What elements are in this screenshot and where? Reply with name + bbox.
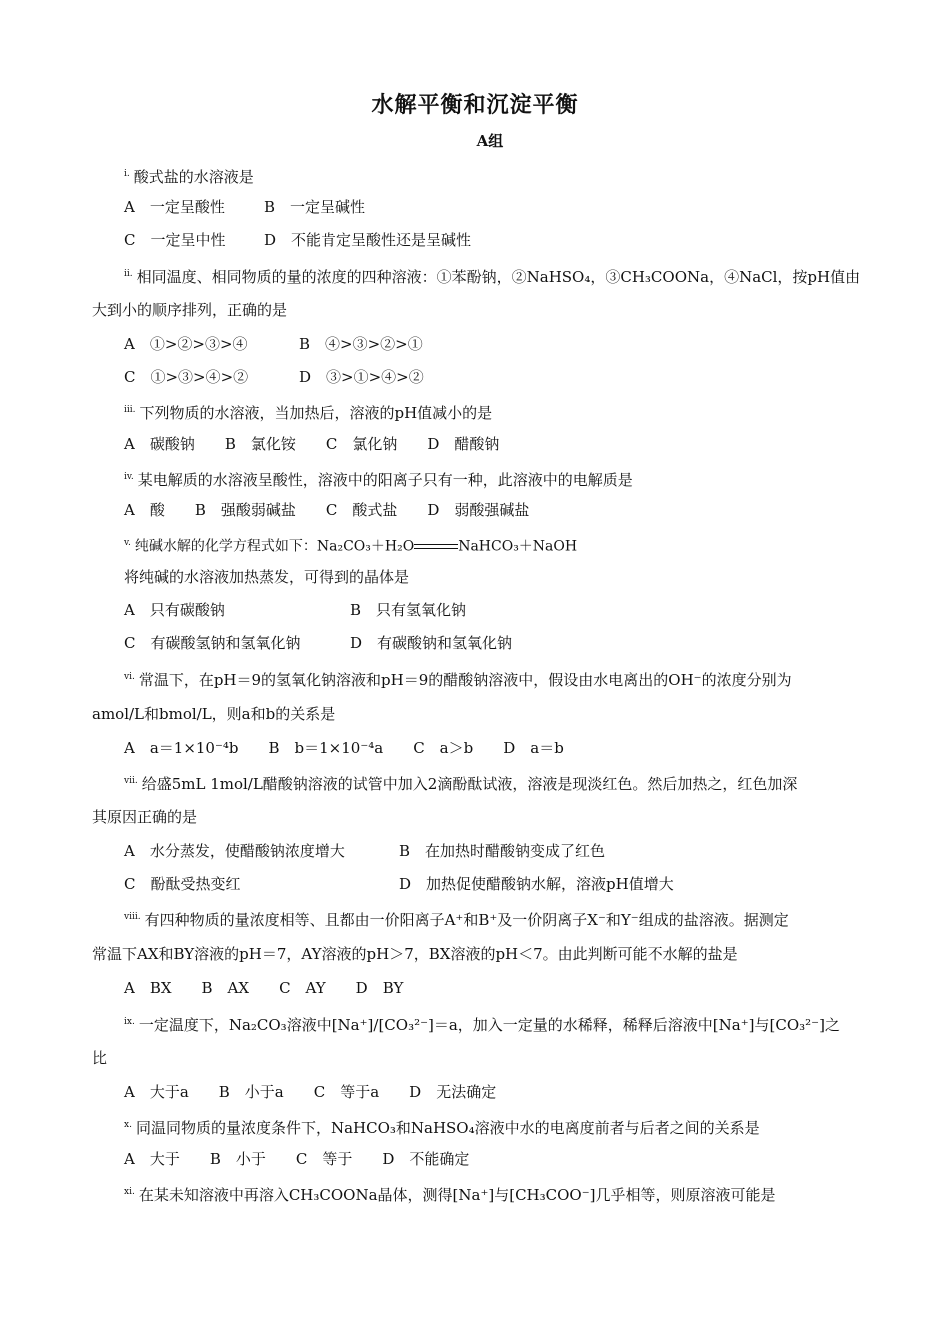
question-number: iii. — [124, 405, 136, 415]
option-c: C 一定呈中性 — [124, 231, 226, 249]
option-b: B ④>③>②>① — [299, 335, 423, 353]
option-b: B 在加热时醋酸钠变成了红色 — [399, 842, 606, 860]
question-5-options-row-1 — [124, 600, 466, 620]
option-c: C 酚酞受热变红 — [124, 875, 241, 893]
option-b: B 只有氢氧化钠 — [350, 601, 467, 619]
question-number: ix. — [124, 1017, 135, 1027]
option-d: D 有碳酸钠和氢氧化钠 — [350, 634, 513, 652]
question-5-options-row-2 — [124, 633, 512, 653]
question-number: iv. — [124, 472, 134, 482]
option-c: C 有碳酸氢钠和氢氧化钠 — [124, 634, 301, 652]
question-10-options: A 大于 B 小于 C 等于 D 不能确定 — [124, 1150, 470, 1168]
question-2 — [124, 264, 860, 287]
equilibrium-arrow-icon — [414, 542, 458, 552]
question-number: vi. — [124, 672, 135, 682]
question-stem: 给盛5mL 1mol/L醋酸钠溶液的试管中加入2滴酚酞试液，溶液是现淡红色。然后加热之，红色加深 — [141, 775, 798, 793]
question-number: xi. — [124, 1187, 135, 1197]
option-d: D ③>①>④>② — [299, 368, 424, 386]
question-stem: 酸式盐的水溶液是 — [133, 168, 254, 186]
option-a: A 水分蒸发，使醋酸钠浓度增大 — [124, 842, 345, 860]
question-2-continued: 大到小的顺序排列，正确的是 — [92, 301, 288, 319]
question-number: x. — [124, 1120, 132, 1130]
question-2-options-row-1 — [124, 334, 423, 354]
question-number: i. — [124, 169, 130, 179]
question-4-options: A 酸 B 强酸弱碱盐 C 酸式盐 D 弱酸强碱盐 — [124, 501, 530, 519]
question-7-options-row-2 — [124, 874, 674, 894]
question-9-continued: 比 — [92, 1049, 108, 1067]
page-title: 水解平衡和沉淀平衡 — [371, 92, 579, 118]
question-8 — [124, 907, 789, 930]
option-b: B 一定呈碱性 — [264, 198, 366, 216]
equation-left: 纯碱水解的化学方程式如下：Na₂CO₃＋H₂O — [134, 538, 415, 555]
question-stem: 下列物质的水溶液，当加热后，溶液的pH值减小的是 — [139, 404, 493, 422]
question-11 — [124, 1182, 776, 1205]
question-6-continued: amol/L和bmol/L，则a和b的关系是 — [92, 705, 336, 723]
question-5-continued: 将纯碱的水溶液加热蒸发，可得到的晶体是 — [124, 568, 410, 586]
question-8-options: A BX B AX C AY D BY — [124, 979, 404, 997]
question-3 — [124, 400, 492, 423]
question-number: ii. — [124, 269, 133, 279]
option-c: C ①>③>④>② — [124, 368, 249, 386]
section-title: A组 — [476, 132, 504, 150]
option-a: A 一定呈酸性 — [124, 198, 225, 216]
question-stem: 在某未知溶液中再溶入CH₃COONa晶体，测得[Na⁺]与[CH₃COO⁻]几乎相等，则原溶液可能是 — [138, 1186, 776, 1204]
question-5 — [124, 533, 577, 557]
option-a: A 只有碳酸钠 — [124, 601, 225, 619]
question-2-options-row-2 — [124, 367, 424, 387]
question-1 — [124, 164, 254, 187]
question-stem: 相同温度、相同物质的量的浓度的四种溶液：①苯酚钠，②NaHSO₄，③CH₃COONa，④NaCl，按pH值由 — [136, 268, 861, 286]
question-7-continued: 其原因正确的是 — [92, 808, 198, 826]
question-number: v. — [124, 538, 131, 548]
question-6-options: A a＝1×10⁻⁴b B b＝1×10⁻⁴a C a＞b D a＝b — [124, 739, 564, 757]
question-7-options-row-1 — [124, 841, 605, 861]
question-number: vii. — [124, 776, 138, 786]
question-stem: 某电解质的水溶液呈酸性，溶液中的阳离子只有一种，此溶液中的电解质是 — [137, 471, 633, 489]
question-stem: 一定温度下，Na₂CO₃溶液中[Na⁺]/[CO₃²⁻]＝a，加入一定量的水稀释，稀释后溶液中[Na⁺]与[CO₃²⁻]之 — [138, 1016, 840, 1034]
question-7 — [124, 771, 797, 794]
question-9-options: A 大于a B 小于a C 等于a D 无法确定 — [124, 1083, 497, 1101]
question-9 — [124, 1012, 840, 1035]
question-number: viii. — [124, 912, 141, 922]
question-stem: 同温同物质的量浓度条件下，NaHCO₃和NaHSO₄溶液中水的电离度前者与后者之间的关系是 — [135, 1119, 760, 1137]
question-1-options-row-1 — [124, 197, 365, 217]
option-d: D 不能肯定呈酸性还是呈碱性 — [264, 231, 472, 249]
question-6 — [124, 667, 792, 690]
question-10 — [124, 1115, 760, 1138]
option-d: D 加热促使醋酸钠水解，溶液pH值增大 — [399, 875, 674, 893]
question-8-continued: 常温下AX和BY溶液的pH＝7，AY溶液的pH＞7，BX溶液的pH＜7。由此判断可能不水解的盐是 — [92, 945, 738, 963]
option-a: A ①>②>③>④ — [124, 335, 248, 353]
equation-right: NaHCO₃＋NaOH — [458, 538, 578, 555]
question-3-options: A 碳酸钠 B 氯化铵 C 氯化钠 D 醋酸钠 — [124, 435, 500, 453]
question-4 — [124, 467, 633, 490]
question-1-options-row-2 — [124, 230, 471, 250]
question-stem: 常温下，在pH＝9的氢氧化钠溶液和pH＝9的醋酸钠溶液中，假设由水电离出的OH⁻的浓度分别为 — [138, 671, 792, 689]
question-stem: 有四种物质的量浓度相等、且都由一价阳离子A⁺和B⁺及一价阴离子X⁻和Y⁻组成的盐溶液。据测定 — [144, 911, 789, 929]
